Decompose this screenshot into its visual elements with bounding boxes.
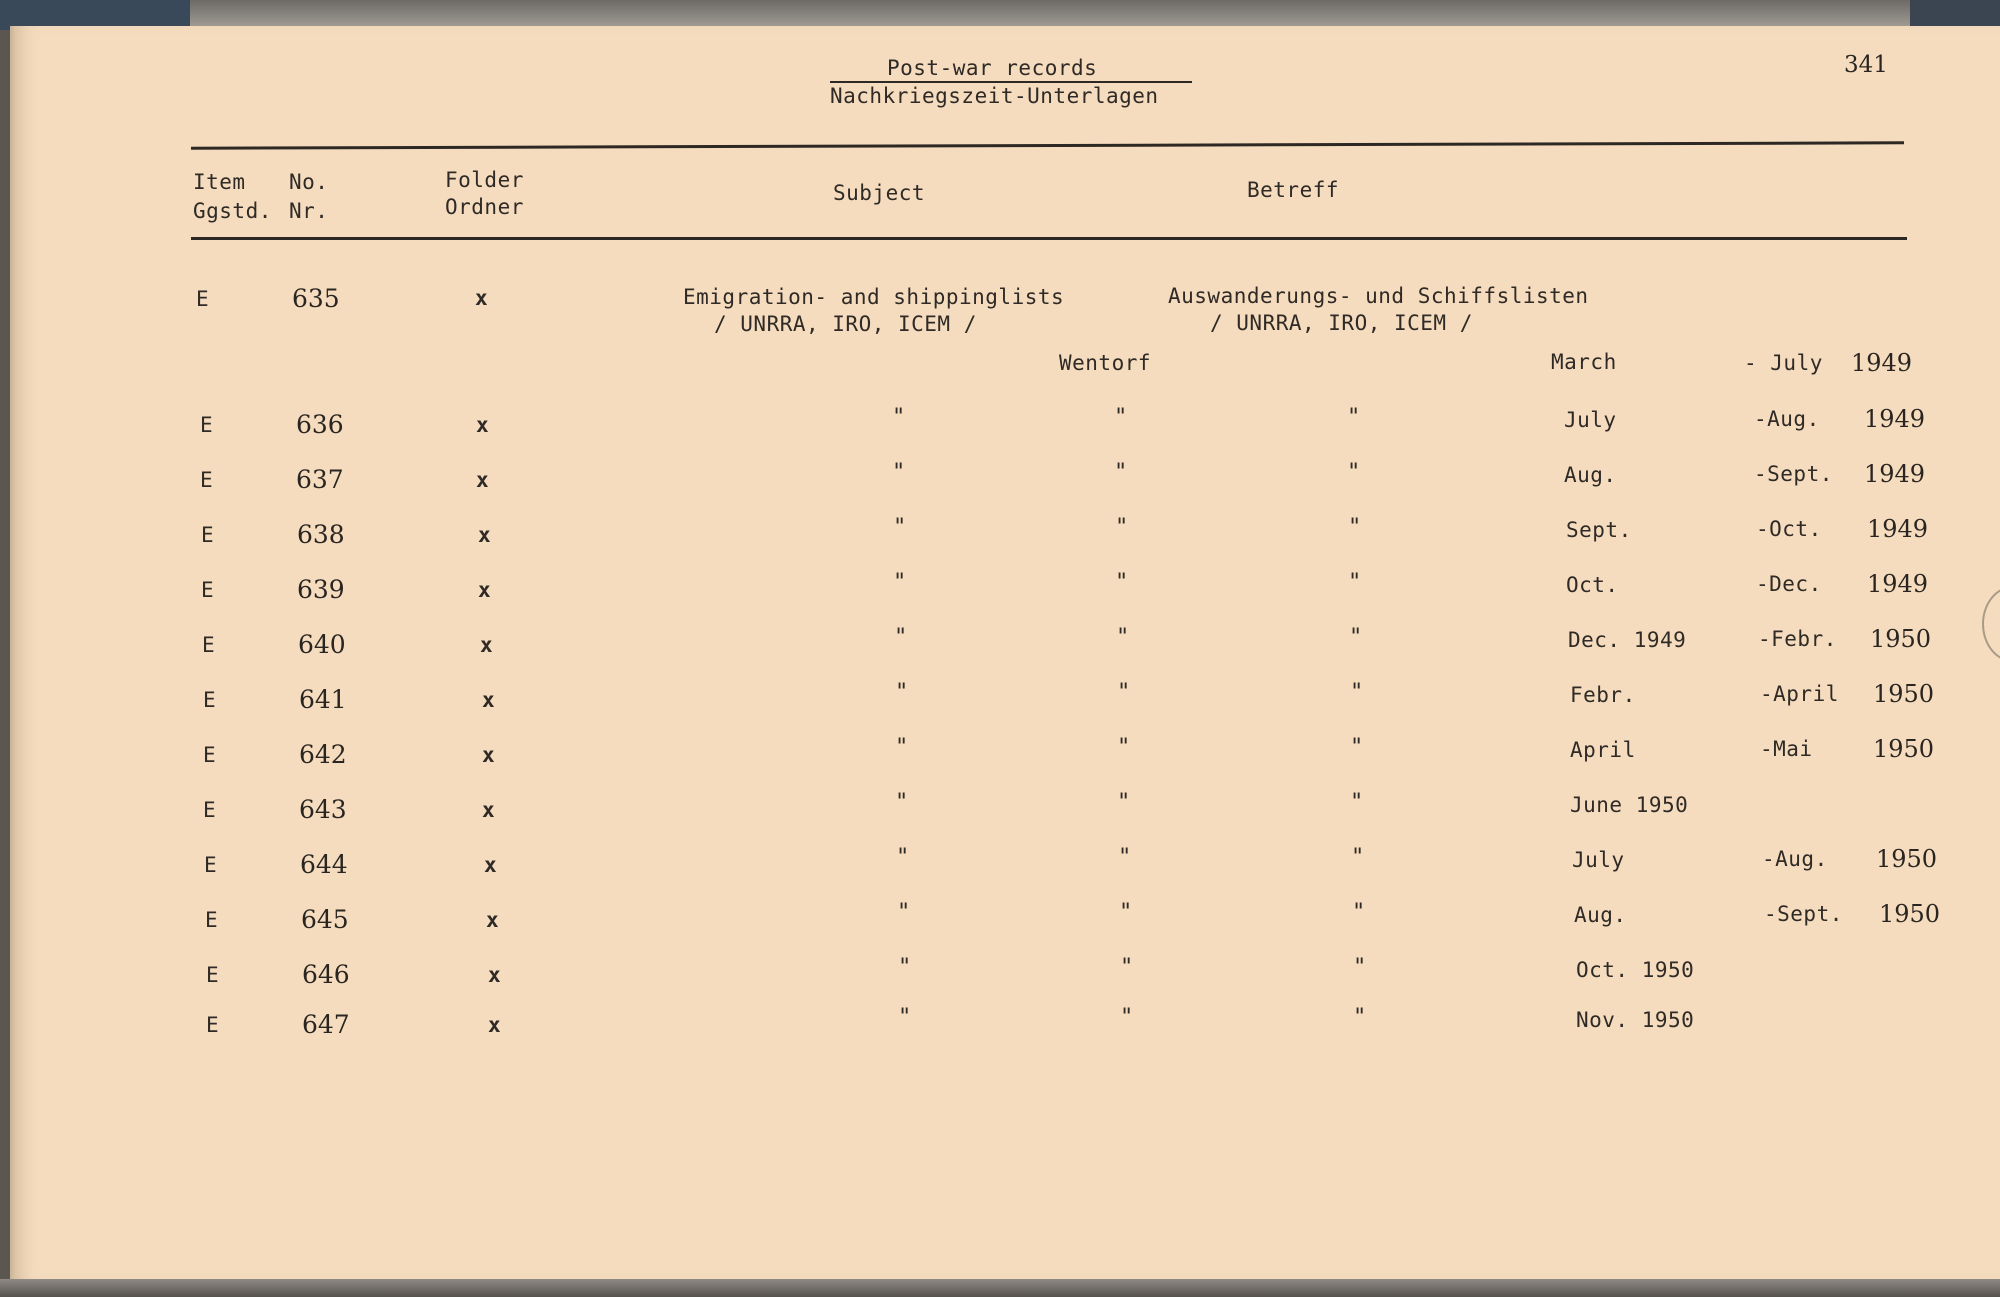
date-from: March — [1551, 350, 1617, 374]
row-number: 640 — [298, 630, 346, 659]
row-number: 638 — [297, 520, 345, 549]
date-to: -Sept. — [1754, 462, 1833, 486]
date-from: April — [1570, 738, 1636, 762]
ditto-betreff: " — [1116, 625, 1130, 650]
subject-line-1: Emigration- and shippinglists — [683, 285, 1065, 309]
ditto-betreff: " — [1119, 900, 1133, 925]
ditto-betreff: " — [1114, 405, 1128, 430]
row-item: E — [200, 413, 214, 437]
ditto-place: " — [1347, 405, 1361, 430]
row-number: 642 — [299, 740, 347, 769]
ditto-subject: " — [892, 405, 906, 430]
ditto-place: " — [1348, 515, 1362, 540]
ditto-betreff: " — [1115, 515, 1129, 540]
row-folder-mark: x — [482, 688, 496, 712]
date-year: 1950 — [1873, 680, 1935, 708]
scan-bottom-edge — [0, 1279, 2000, 1297]
header-betreff: Betreff — [1247, 178, 1340, 202]
row-folder-mark: x — [482, 743, 496, 767]
row-folder-mark: x — [488, 963, 502, 987]
ditto-subject: " — [897, 900, 911, 925]
date-from: June 1950 — [1570, 793, 1689, 817]
row-folder-mark: x — [476, 413, 490, 437]
date-from: Nov. 1950 — [1576, 1008, 1695, 1032]
title-english: Post-war records — [887, 56, 1098, 80]
date-to: -Mai — [1760, 737, 1813, 761]
row-item: E — [200, 468, 214, 492]
ditto-subject: " — [895, 680, 909, 705]
ditto-subject: " — [895, 735, 909, 760]
row-folder-mark: x — [486, 908, 500, 932]
header-rule-top — [191, 141, 1904, 149]
row-item: E — [206, 1013, 220, 1037]
row-number: 636 — [296, 410, 344, 439]
row-item: E — [206, 963, 220, 987]
row-item: E — [203, 743, 217, 767]
ditto-place: " — [1350, 735, 1364, 760]
date-year: 1949 — [1867, 570, 1929, 598]
date-to: -Sept. — [1764, 902, 1843, 926]
document-page — [12, 26, 2000, 1281]
date-from: July — [1572, 848, 1625, 872]
date-from: July — [1564, 408, 1617, 432]
ditto-place: " — [1351, 845, 1365, 870]
row-number: 647 — [302, 1010, 350, 1039]
date-to: -Oct. — [1756, 517, 1822, 541]
date-to: - July — [1744, 351, 1823, 375]
header-subject: Subject — [833, 181, 926, 205]
ditto-subject: " — [893, 515, 907, 540]
ditto-place: " — [1352, 900, 1366, 925]
header-rule-bottom — [191, 237, 1907, 240]
date-year: 1949 — [1864, 405, 1926, 433]
row-item: E — [201, 578, 215, 602]
ditto-betreff: " — [1118, 845, 1132, 870]
date-from: Dec. 1949 — [1568, 628, 1687, 652]
date-from: Oct. 1950 — [1576, 958, 1695, 982]
date-to: -Febr. — [1758, 627, 1837, 651]
row-number: 645 — [301, 905, 349, 934]
date-to: -Dec. — [1756, 572, 1822, 596]
date-from: Aug. — [1564, 463, 1617, 487]
date-year: 1950 — [1870, 625, 1932, 653]
betreff-line-1: Auswanderungs- und Schiffslisten — [1168, 284, 1589, 308]
date-from: Febr. — [1570, 683, 1636, 707]
header-item-de: Ggstd. — [193, 199, 272, 223]
date-to: -Aug. — [1754, 407, 1820, 431]
row-folder-mark: x — [475, 286, 489, 310]
ditto-betreff: " — [1117, 735, 1131, 760]
ditto-betreff: " — [1117, 790, 1131, 815]
page-edge-notch — [1982, 586, 2000, 662]
row-folder-mark: x — [480, 633, 494, 657]
ditto-subject: " — [895, 790, 909, 815]
title-german: Nachkriegszeit-Unterlagen — [830, 84, 1159, 108]
header-item-en: Item — [193, 170, 246, 194]
place-name: Wentorf — [1059, 351, 1152, 375]
header-no-de: Nr. — [289, 199, 329, 223]
row-number: 646 — [302, 960, 350, 989]
ditto-place: " — [1347, 460, 1361, 485]
row-folder-mark: x — [478, 523, 492, 547]
header-no-en: No. — [289, 170, 329, 194]
row-item: E — [204, 853, 218, 877]
row-number: 644 — [300, 850, 348, 879]
ditto-place: " — [1348, 570, 1362, 595]
date-year: 1950 — [1873, 735, 1935, 763]
row-number: 641 — [299, 685, 347, 714]
row-item: E — [203, 798, 217, 822]
ditto-subject: " — [892, 460, 906, 485]
ditto-place: " — [1350, 680, 1364, 705]
date-year: 1949 — [1851, 349, 1913, 377]
date-year: 1950 — [1879, 900, 1941, 928]
date-to: -Aug. — [1762, 847, 1828, 871]
ditto-place: " — [1353, 1005, 1367, 1030]
row-number: 643 — [299, 795, 347, 824]
title-underline — [830, 81, 1192, 83]
ditto-subject: " — [893, 570, 907, 595]
ditto-place: " — [1350, 790, 1364, 815]
ditto-subject: " — [894, 625, 908, 650]
row-folder-mark: x — [478, 578, 492, 602]
date-from: Oct. — [1566, 573, 1619, 597]
header-folder-en: Folder — [445, 168, 524, 192]
row-folder-mark: x — [482, 798, 496, 822]
date-from: Sept. — [1566, 518, 1632, 542]
betreff-line-2: / UNRRA, IRO, ICEM / — [1210, 311, 1473, 335]
row-folder-mark: x — [476, 468, 490, 492]
row-folder-mark: x — [488, 1013, 502, 1037]
header-folder-de: Ordner — [445, 195, 524, 219]
row-item: E — [203, 688, 217, 712]
date-year: 1949 — [1864, 460, 1926, 488]
row-item: E — [201, 523, 215, 547]
page-number: 341 — [1844, 52, 1888, 78]
ditto-betreff: " — [1115, 570, 1129, 595]
subject-line-2: / UNRRA, IRO, ICEM / — [714, 312, 977, 336]
date-year: 1950 — [1876, 845, 1938, 873]
ditto-place: " — [1349, 625, 1363, 650]
date-from: Aug. — [1574, 903, 1627, 927]
ditto-betreff: " — [1120, 1005, 1134, 1030]
row-item: E — [205, 908, 219, 932]
date-to: -April — [1760, 682, 1839, 706]
ditto-betreff: " — [1114, 460, 1128, 485]
row-number: 639 — [297, 575, 345, 604]
row-item: E — [202, 633, 216, 657]
row-number: 635 — [292, 284, 340, 313]
ditto-betreff: " — [1120, 955, 1134, 980]
row-number: 637 — [296, 465, 344, 494]
ditto-subject: " — [896, 845, 910, 870]
ditto-subject: " — [898, 955, 912, 980]
ditto-place: " — [1353, 955, 1367, 980]
ditto-subject: " — [898, 1005, 912, 1030]
ditto-betreff: " — [1117, 680, 1131, 705]
row-item: E — [196, 287, 210, 311]
row-folder-mark: x — [484, 853, 498, 877]
date-year: 1949 — [1867, 515, 1929, 543]
